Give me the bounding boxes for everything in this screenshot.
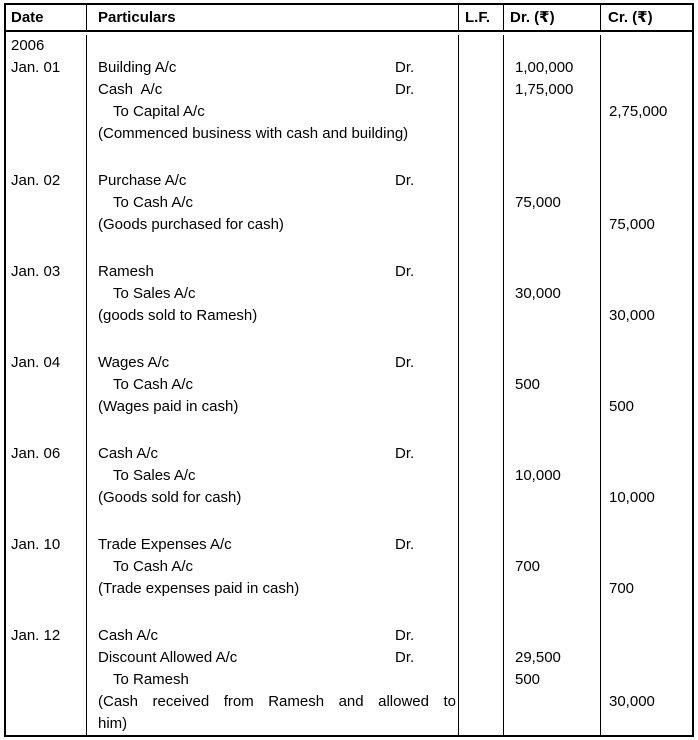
lf-cell <box>459 647 504 669</box>
cr-amount-cell <box>601 170 692 192</box>
lf-cell <box>459 101 504 123</box>
particulars-cell <box>87 79 459 101</box>
lf-cell <box>459 35 504 57</box>
journal-line-row <box>6 101 692 123</box>
particulars-cell <box>87 192 459 214</box>
journal-line-row <box>6 669 692 691</box>
lf-cell <box>459 327 504 352</box>
lf-cell <box>459 487 504 509</box>
journal-line-row <box>6 534 692 556</box>
lf-cell <box>459 465 504 487</box>
dr-amount-cell <box>504 123 601 145</box>
lf-cell <box>459 578 504 600</box>
date-cell <box>6 305 87 327</box>
dr-amount-cell <box>504 713 601 735</box>
lf-cell <box>459 192 504 214</box>
lf-cell <box>459 305 504 327</box>
dr-amount-cell <box>504 691 601 713</box>
entry-spacer-row <box>6 327 692 352</box>
journal-line-row <box>6 283 692 305</box>
dr-amount-cell: 700 <box>504 556 601 578</box>
dr-amount-cell <box>504 352 601 374</box>
cr-amount-cell: 500 <box>609 398 635 415</box>
cr-amount-cell <box>601 647 692 669</box>
date-cell <box>6 145 87 170</box>
particulars-cell <box>87 691 459 713</box>
cr-amount-cell <box>601 625 692 647</box>
particulars-text: Purchase A/c <box>98 172 187 189</box>
dr-marker: Dr. <box>395 627 415 644</box>
particulars-cell <box>87 647 459 669</box>
particulars-text: Ramesh <box>98 263 154 280</box>
cr-amount-cell <box>601 509 692 534</box>
lf-cell <box>459 396 504 418</box>
dr-amount-cell <box>504 443 601 465</box>
journal-line-row <box>6 170 692 192</box>
date-cell <box>6 713 87 735</box>
particulars-text: Cash A/c <box>98 81 163 98</box>
dr-amount-cell: 10,000 <box>504 465 601 487</box>
dr-amount-cell <box>504 261 601 283</box>
date-cell <box>6 396 87 418</box>
particulars-cell <box>87 57 459 79</box>
particulars-cell <box>87 145 459 170</box>
date-cell <box>6 578 87 600</box>
particulars-text: (Trade expenses paid in cash) <box>98 580 300 597</box>
lf-cell <box>459 261 504 283</box>
date-cell: Jan. 04 <box>6 352 87 374</box>
cr-amount-cell <box>601 261 692 283</box>
dr-amount-cell <box>504 214 601 236</box>
date-cell: Jan. 02 <box>6 170 87 192</box>
journal-line-row <box>6 487 692 509</box>
entry-spacer-row <box>6 509 692 534</box>
date-cell: Jan. 10 <box>6 534 87 556</box>
cr-amount-cell: 2,75,000 <box>609 103 668 120</box>
particulars-cell <box>87 600 459 625</box>
lf-cell <box>459 418 504 443</box>
journal-line-row <box>6 625 692 647</box>
particulars-cell <box>87 443 459 465</box>
lf-cell <box>459 625 504 647</box>
journal-line-row <box>6 123 692 145</box>
dr-marker: Dr. <box>395 354 415 371</box>
lf-cell <box>459 600 504 625</box>
lf-cell <box>459 534 504 556</box>
journal-line-row <box>6 691 692 713</box>
particulars-cell <box>87 465 459 487</box>
particulars-text: (Goods purchased for cash) <box>98 216 284 233</box>
date-cell <box>6 214 87 236</box>
lf-cell <box>459 283 504 305</box>
particulars-text: To Capital A/c <box>113 103 205 120</box>
lf-cell <box>459 556 504 578</box>
particulars-text: (Cash received from Ramesh and allowed to <box>98 693 456 710</box>
particulars-text: To Cash A/c <box>113 558 194 575</box>
date-cell: Jan. 12 <box>6 625 87 647</box>
particulars-cell <box>87 578 459 600</box>
particulars-cell <box>87 418 459 443</box>
cr-amount-cell <box>601 352 692 374</box>
cr-amount-cell <box>601 327 692 352</box>
date-cell <box>6 669 87 691</box>
dr-amount-cell <box>504 145 601 170</box>
dr-marker: Dr. <box>395 81 415 98</box>
journal-line-row <box>6 647 692 669</box>
particulars-cell <box>87 170 459 192</box>
particulars-cell <box>87 261 459 283</box>
cr-amount-cell <box>601 465 692 487</box>
cr-amount-cell <box>601 374 692 396</box>
journal-line-row <box>6 713 692 735</box>
dr-amount-cell <box>504 578 601 600</box>
particulars-text: To Cash A/c <box>113 194 194 211</box>
particulars-cell <box>87 123 459 145</box>
dr-marker: Dr. <box>395 536 415 553</box>
particulars-cell <box>87 487 459 509</box>
lf-cell <box>459 374 504 396</box>
lf-cell <box>459 57 504 79</box>
date-cell <box>6 509 87 534</box>
cr-amount-cell <box>601 145 692 170</box>
cr-amount-cell: 700 <box>609 580 635 597</box>
date-cell <box>6 487 87 509</box>
dr-marker: Dr. <box>395 263 415 280</box>
journal-line-row <box>6 443 692 465</box>
table-header-row <box>6 5 692 32</box>
dr-amount-cell <box>504 35 601 57</box>
particulars-cell <box>87 374 459 396</box>
cr-amount-cell <box>601 236 692 261</box>
particulars-text: (Goods sold for cash) <box>98 489 242 506</box>
cr-amount-cell: 30,000 <box>609 693 655 710</box>
particulars-cell <box>87 556 459 578</box>
cr-amount-cell <box>601 534 692 556</box>
date-cell <box>6 123 87 145</box>
journal-line-row <box>6 261 692 283</box>
date-cell <box>6 465 87 487</box>
lf-cell <box>459 669 504 691</box>
cr-amount-cell <box>601 35 692 57</box>
particulars-text: To Cash A/c <box>113 376 194 393</box>
date-cell <box>6 192 87 214</box>
particulars-text: Cash A/c <box>98 445 159 462</box>
particulars-cell <box>87 35 459 57</box>
particulars-cell <box>87 396 459 418</box>
dr-amount-cell <box>504 327 601 352</box>
particulars-text: Cash A/c <box>98 627 159 644</box>
dr-amount-cell <box>504 396 601 418</box>
date-cell <box>6 556 87 578</box>
particulars-text: (goods sold to Ramesh) <box>98 307 258 324</box>
dr-amount-cell <box>504 534 601 556</box>
cr-amount-cell: 10,000 <box>609 489 655 506</box>
cr-amount-cell: 75,000 <box>609 216 655 233</box>
dr-amount-cell <box>504 418 601 443</box>
dr-marker: Dr. <box>395 445 415 462</box>
entry-spacer-row <box>6 418 692 443</box>
journal-line-row <box>6 396 692 418</box>
journal-line-row <box>6 374 692 396</box>
dr-amount-cell: 500 <box>504 374 601 396</box>
date-cell: Jan. 03 <box>6 261 87 283</box>
dr-marker: Dr. <box>395 59 415 76</box>
dr-amount-cell: 1,00,000 <box>504 57 601 79</box>
particulars-cell <box>87 101 459 123</box>
journal-line-row <box>6 305 692 327</box>
entry-spacer-row <box>6 145 692 170</box>
date-cell <box>6 79 87 101</box>
lf-cell <box>459 713 504 735</box>
particulars-cell <box>87 305 459 327</box>
cr-amount-cell <box>601 600 692 625</box>
journal-table <box>4 3 694 737</box>
lf-cell <box>459 509 504 534</box>
particulars-text: (Wages paid in cash) <box>98 398 239 415</box>
cr-amount-cell <box>601 123 692 145</box>
column-header-dr: Dr. (₹) <box>504 5 601 30</box>
particulars-cell <box>87 534 459 556</box>
cr-amount-cell <box>601 418 692 443</box>
journal-line-row <box>6 79 692 101</box>
date-cell <box>6 101 87 123</box>
dr-amount-cell <box>504 101 601 123</box>
journal-line-row <box>6 192 692 214</box>
journal-line-row <box>6 578 692 600</box>
particulars-text: To Sales A/c <box>113 467 196 484</box>
dr-amount-cell <box>504 305 601 327</box>
particulars-cell <box>87 713 459 735</box>
dr-amount-cell: 1,75,000 <box>504 79 601 101</box>
lf-cell <box>459 79 504 101</box>
date-cell <box>6 283 87 305</box>
lf-cell <box>459 123 504 145</box>
date-cell <box>6 600 87 625</box>
cr-amount-cell <box>601 669 692 691</box>
journal-line-row <box>6 465 692 487</box>
dr-amount-cell: 500 <box>504 669 601 691</box>
dr-amount-cell: 75,000 <box>504 192 601 214</box>
journal-line-row <box>6 214 692 236</box>
dr-amount-cell <box>504 600 601 625</box>
lf-cell <box>459 352 504 374</box>
particulars-cell <box>87 236 459 261</box>
dr-amount-cell <box>504 509 601 534</box>
particulars-text: (Commenced business with cash and building) <box>98 125 409 142</box>
dr-amount-cell <box>504 170 601 192</box>
particulars-cell <box>87 214 459 236</box>
cr-amount-cell <box>601 283 692 305</box>
date-cell: Jan. 01 <box>6 57 87 79</box>
cr-amount-cell <box>601 713 692 735</box>
particulars-text: To Sales A/c <box>113 285 196 302</box>
journal-body <box>6 32 692 735</box>
particulars-text: Building A/c <box>98 59 177 76</box>
column-header-cr: Cr. (₹) <box>608 9 653 26</box>
particulars-text: him) <box>98 715 128 732</box>
particulars-text: Discount Allowed A/c <box>98 649 238 666</box>
cr-amount-cell <box>601 57 692 79</box>
column-header-date: Date <box>6 5 87 30</box>
journal-line-row <box>6 57 692 79</box>
dr-amount-cell: 30,000 <box>504 283 601 305</box>
lf-cell <box>459 145 504 170</box>
cr-amount-cell <box>601 192 692 214</box>
lf-cell <box>459 236 504 261</box>
date-cell: 2006 <box>6 35 87 57</box>
dr-marker: Dr. <box>395 649 415 666</box>
dr-amount-cell: 29,500 <box>504 647 601 669</box>
date-cell <box>6 418 87 443</box>
date-cell <box>6 647 87 669</box>
cr-amount-cell: 30,000 <box>609 307 655 324</box>
particulars-cell <box>87 669 459 691</box>
particulars-cell <box>87 352 459 374</box>
particulars-cell <box>87 327 459 352</box>
date-cell <box>6 374 87 396</box>
journal-line-row <box>6 352 692 374</box>
particulars-cell <box>87 625 459 647</box>
lf-cell <box>459 691 504 713</box>
date-cell <box>6 691 87 713</box>
lf-cell <box>459 170 504 192</box>
entry-spacer-row <box>6 600 692 625</box>
column-header-lf: L.F. <box>459 5 504 30</box>
journal-line-row <box>6 35 692 57</box>
dr-amount-cell <box>504 625 601 647</box>
particulars-text: Wages A/c <box>98 354 170 371</box>
column-header-particulars: Particulars <box>87 5 459 30</box>
date-cell: Jan. 06 <box>6 443 87 465</box>
lf-cell <box>459 214 504 236</box>
lf-cell <box>459 443 504 465</box>
journal-line-row <box>6 556 692 578</box>
entry-spacer-row <box>6 236 692 261</box>
cr-amount-cell <box>601 79 692 101</box>
dr-marker: Dr. <box>395 172 415 189</box>
particulars-text: Trade Expenses A/c <box>98 536 232 553</box>
particulars-cell <box>87 283 459 305</box>
dr-amount-cell <box>504 236 601 261</box>
particulars-text: To Ramesh <box>113 671 189 688</box>
dr-amount-cell <box>504 487 601 509</box>
date-cell <box>6 236 87 261</box>
cr-amount-cell <box>601 556 692 578</box>
date-cell <box>6 327 87 352</box>
cr-amount-cell <box>601 443 692 465</box>
particulars-cell <box>87 509 459 534</box>
